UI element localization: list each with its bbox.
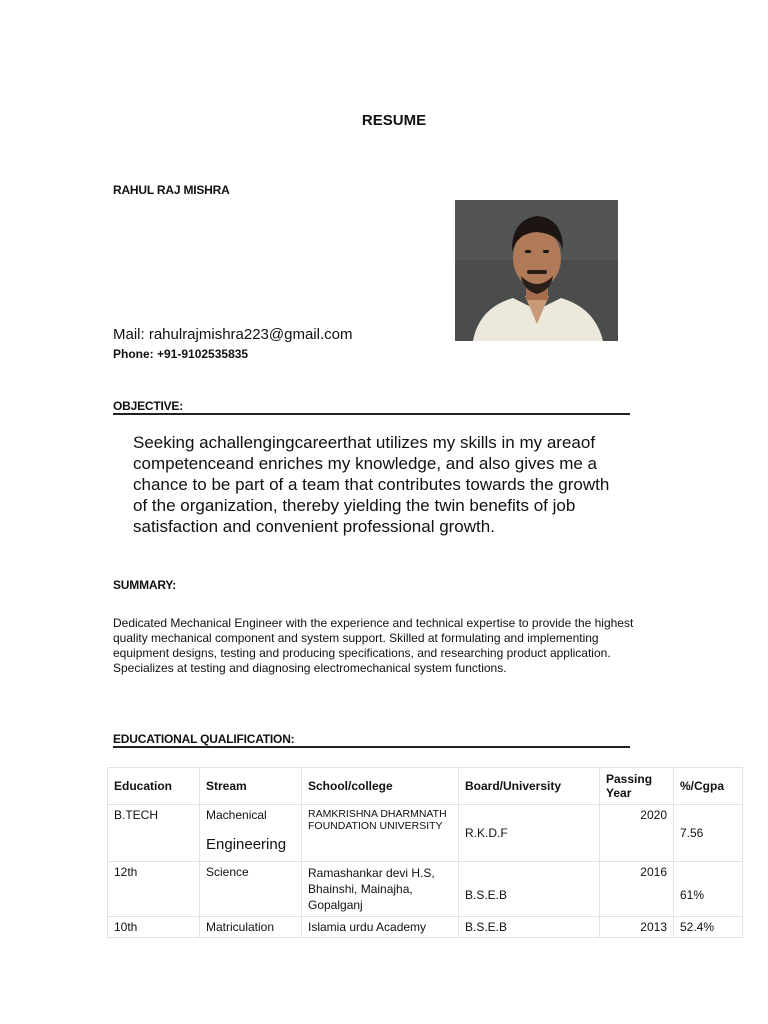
page-title: RESUME [361,112,427,129]
stream-cell [200,805,302,862]
candidate-name: RAHUL RAJ MISHRA [113,183,230,197]
board-cell: B.S.E.B [459,862,600,917]
objective-divider [113,413,630,415]
table-row [108,805,743,862]
score-cell: 7.56 [674,805,743,862]
education-cell: 12th [108,862,200,917]
board-cell: R.K.D.F [459,805,600,862]
school-cell: RAMKRISHNA DHARMNATH FOUNDATION UNIVERSITY [302,805,459,862]
column-header: School/college [302,768,459,805]
summary-text: Dedicated Mechanical Engineer with the experience and technical expertise to provide the highest quality mechanical component and system support. Skilled at formulating and implementing equipment designs, testing and producing specifications, and researching product application. Specializes at testing and diagnosing electromechanical system functions. [113,616,634,675]
education-divider [113,746,630,748]
column-header: Passing Year [600,768,674,805]
stream-cell: Matriculation [200,917,302,938]
table-row [108,862,743,917]
objective-heading: OBJECTIVE: [113,399,184,413]
profile-photo [455,200,618,341]
contact-phone: Phone: +91-9102535835 [113,347,249,361]
score-cell: 52.4% [674,917,743,938]
stream-cell: Science [200,862,302,917]
board-cell: B.S.E.B [459,917,600,938]
education-cell: B.TECH [108,805,200,862]
score-cell: 61% [674,862,743,917]
column-header: Education [108,768,200,805]
school-cell: Ramashankar devi H.S, Bhainshi, Mainajha, Gopalganj [302,862,459,917]
school-cell: Islamia urdu Academy [302,917,459,938]
stream-line: Machenical [206,808,267,822]
column-header: Board/University [459,768,600,805]
stream-line: Engineering [206,836,287,853]
year-cell: 2016 [600,862,674,917]
objective-text: Seeking achallengingcareerthat utilizes my skills in my areaof competenceand enriches my knowledge, and also gives me a chance to be part of a team that contributes towards the growth of the organization, thereby yielding the twin benefits of job satisfaction and convenient professional growth. [133,433,610,536]
table-row [108,917,743,938]
education-table [107,767,743,938]
education-cell: 10th [108,917,200,938]
education-heading: EDUCATIONAL QUALIFICATION: [113,732,295,746]
contact-email: Mail: rahulrajmishra223@gmail.com [113,326,353,343]
table-header-row [108,768,743,805]
column-header: %/Cgpa [674,768,743,805]
year-cell: 2013 [600,917,674,938]
column-header: Stream [200,768,302,805]
summary-heading: SUMMARY: [113,578,177,592]
year-cell: 2020 [600,805,674,862]
